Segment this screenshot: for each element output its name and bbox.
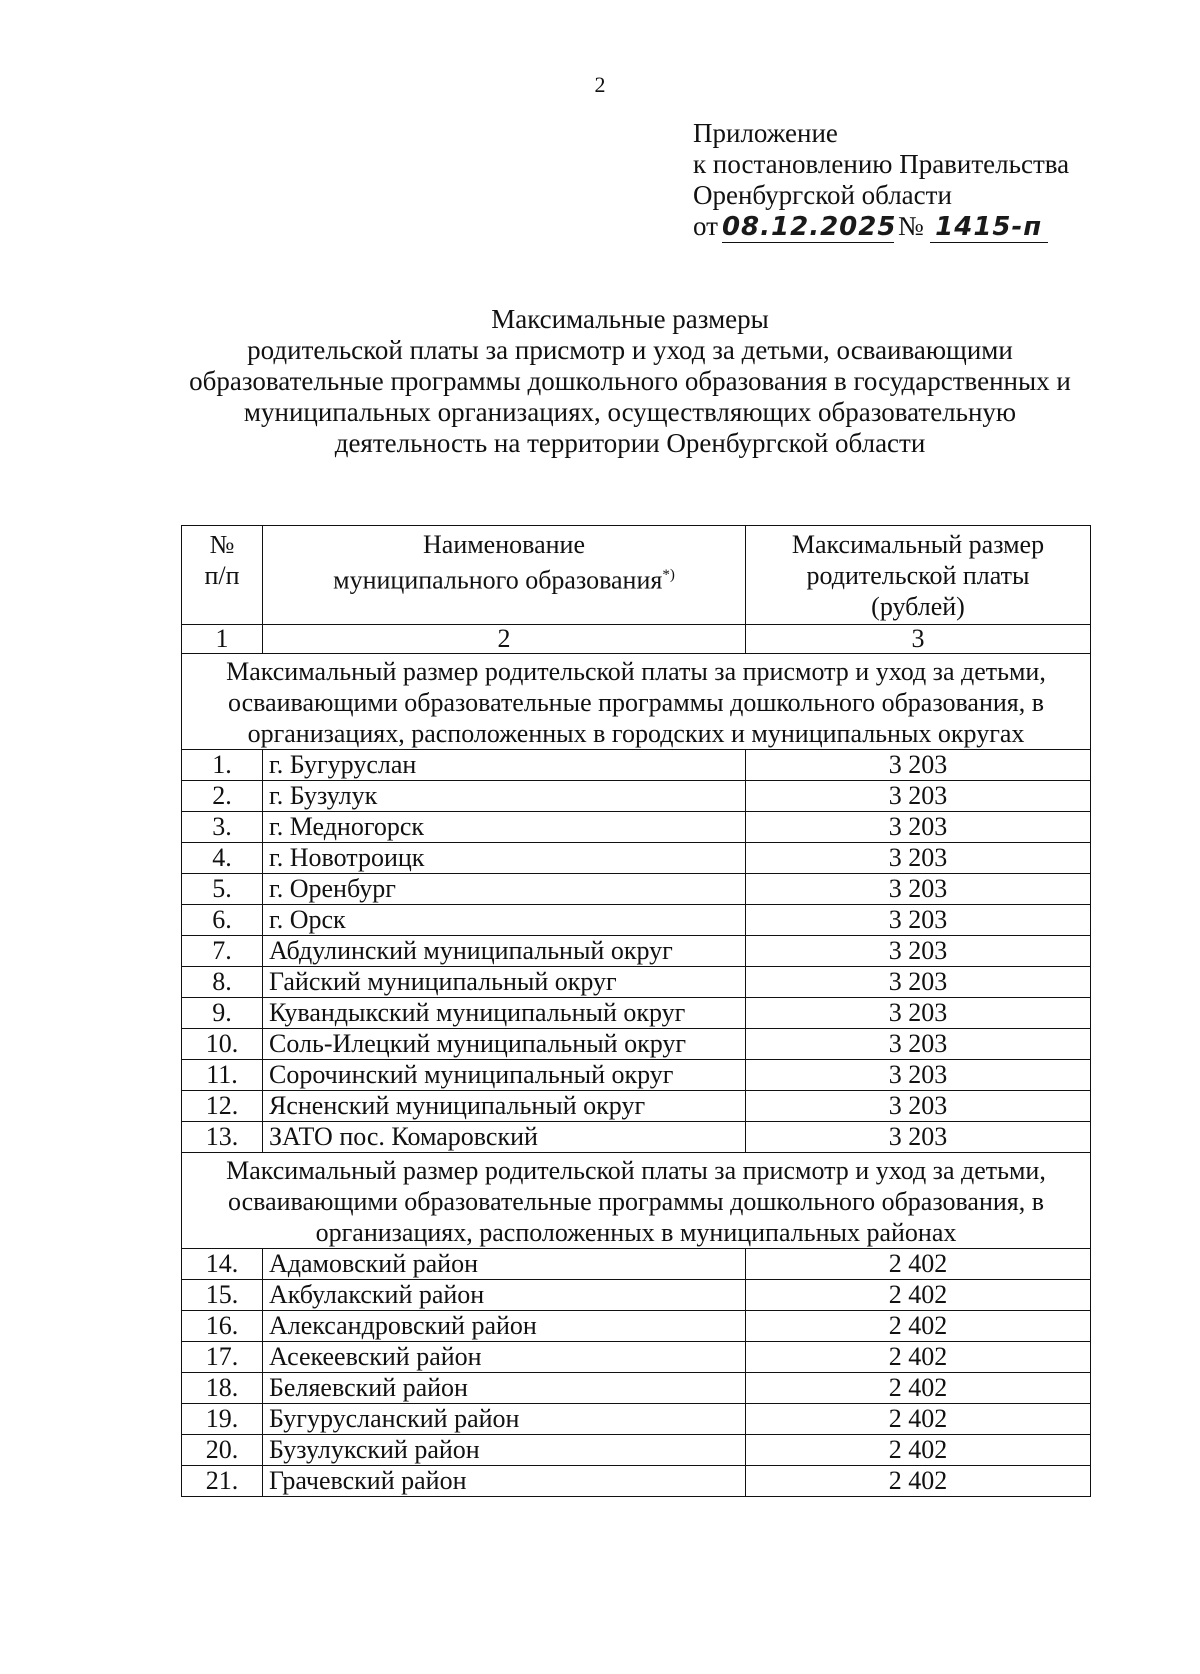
- row-name: г. Бузулук: [263, 781, 746, 812]
- header-value-line: Максимальный размер: [791, 530, 1045, 559]
- rows-districts: [182, 750, 1091, 1153]
- row-name: г. Бугуруслан: [263, 750, 746, 781]
- row-value: 2 402: [746, 1466, 1091, 1497]
- row-number: 11.: [182, 1060, 263, 1091]
- header-number: [182, 526, 263, 625]
- row-value: 3 203: [746, 905, 1091, 936]
- row-name: Сорочинский муниципальный округ: [263, 1060, 746, 1091]
- section-heading-rayons: [182, 1153, 1091, 1249]
- title-line: образовательные программы дошкольного образования в государственных и: [189, 366, 1071, 396]
- row-number: 12.: [182, 1091, 263, 1122]
- row-value: 3 203: [746, 998, 1091, 1029]
- row-value: 3 203: [746, 1029, 1091, 1060]
- table-row: [182, 1466, 1091, 1497]
- title-line: родительской платы за присмотр и уход за детьми, осваивающими: [247, 335, 1013, 365]
- header-number-abbr: п/п: [204, 561, 240, 590]
- header-name: [263, 526, 746, 625]
- row-number: 13.: [182, 1122, 263, 1153]
- row-value: 2 402: [746, 1342, 1091, 1373]
- handwritten-number: 1415-п: [930, 212, 1048, 243]
- row-value: 2 402: [746, 1249, 1091, 1280]
- row-value: 3 203: [746, 843, 1091, 874]
- table-row: [182, 1060, 1091, 1091]
- row-name: ЗАТО пос. Комаровский: [263, 1122, 746, 1153]
- header-name-line: Наименование: [423, 530, 585, 559]
- row-name: Бугурусланский район: [263, 1404, 746, 1435]
- table-row: [182, 781, 1091, 812]
- row-name: г. Медногорск: [263, 812, 746, 843]
- appendix-title: Приложение: [693, 118, 838, 148]
- row-number: 20.: [182, 1435, 263, 1466]
- row-value: 3 203: [746, 1122, 1091, 1153]
- document-title: [150, 304, 1110, 459]
- row-name: Асекеевский район: [263, 1342, 746, 1373]
- row-number: 14.: [182, 1249, 263, 1280]
- row-name: Грачевский район: [263, 1466, 746, 1497]
- table-row: [182, 1249, 1091, 1280]
- column-number: 2: [263, 625, 746, 654]
- table-row: [182, 1029, 1091, 1060]
- row-number: 2.: [182, 781, 263, 812]
- section-heading-line: организациях, расположенных в городских и муниципальных округах: [247, 719, 1025, 748]
- table-row: [182, 1122, 1091, 1153]
- row-value: 3 203: [746, 967, 1091, 998]
- table-header-row: [182, 526, 1091, 625]
- footnote-mark: *): [662, 567, 675, 583]
- section-heading-cell: [182, 1153, 1091, 1249]
- row-name: Беляевский район: [263, 1373, 746, 1404]
- column-number-row: [182, 625, 1091, 654]
- section-heading-line: осваивающими образовательные программы дошкольного образования, в: [227, 688, 1045, 717]
- handwritten-date: 08.12.2025: [721, 212, 897, 242]
- header-number-symbol: №: [209, 530, 235, 559]
- row-value: 3 203: [746, 874, 1091, 905]
- row-name: Кувандыкский муниципальный округ: [263, 998, 746, 1029]
- row-number: 6.: [182, 905, 263, 936]
- table-row: [182, 1311, 1091, 1342]
- row-name: Бузулукский район: [263, 1435, 746, 1466]
- row-name: Ясненский муниципальный округ: [263, 1091, 746, 1122]
- row-number: 10.: [182, 1029, 263, 1060]
- row-value: 2 402: [746, 1280, 1091, 1311]
- header-value: [746, 526, 1091, 625]
- row-name: Александровский район: [263, 1311, 746, 1342]
- row-number: 17.: [182, 1342, 263, 1373]
- appendix-date-number: [693, 211, 1069, 243]
- row-number: 8.: [182, 967, 263, 998]
- section-heading-line: Максимальный размер родительской платы за присмотр и уход за детьми,: [226, 1156, 1046, 1185]
- row-value: 3 203: [746, 936, 1091, 967]
- table-row: [182, 1342, 1091, 1373]
- section-heading-districts: [182, 654, 1091, 750]
- row-value: 3 203: [746, 1091, 1091, 1122]
- table-row: [182, 874, 1091, 905]
- row-name: Соль-Илецкий муниципальный округ: [263, 1029, 746, 1060]
- row-value: 3 203: [746, 812, 1091, 843]
- table-row: [182, 750, 1091, 781]
- appendix-block: [693, 118, 1069, 243]
- table-row: [182, 1280, 1091, 1311]
- header-name-line: [269, 560, 739, 596]
- table-row: [182, 936, 1091, 967]
- row-number: 7.: [182, 936, 263, 967]
- title-line: Максимальные размеры: [491, 304, 769, 334]
- row-number: 9.: [182, 998, 263, 1029]
- row-number: 5.: [182, 874, 263, 905]
- from-label: от: [693, 211, 718, 241]
- appendix-region: Оренбургской области: [693, 180, 952, 210]
- row-number: 3.: [182, 812, 263, 843]
- row-number: 21.: [182, 1466, 263, 1497]
- row-value: 2 402: [746, 1435, 1091, 1466]
- header-value-line: родительской платы: [806, 561, 1030, 590]
- header-value-unit: (рублей): [871, 592, 965, 621]
- table-row: [182, 1404, 1091, 1435]
- row-number: 18.: [182, 1373, 263, 1404]
- row-number: 4.: [182, 843, 263, 874]
- section-heading-line: осваивающими образовательные программы дошкольного образования, в: [227, 1187, 1045, 1216]
- rows-rayons: [182, 1249, 1091, 1497]
- row-number: 16.: [182, 1311, 263, 1342]
- row-name: Гайский муниципальный округ: [263, 967, 746, 998]
- section-heading-line: организациях, расположенных в муниципальных районах: [315, 1218, 957, 1247]
- column-number: 3: [746, 625, 1091, 654]
- page-number: 2: [594, 72, 606, 97]
- row-value: 3 203: [746, 781, 1091, 812]
- header-name-text: муниципального образования: [333, 565, 663, 595]
- table-row: [182, 812, 1091, 843]
- number-label: №: [897, 211, 924, 241]
- row-value: 3 203: [746, 750, 1091, 781]
- row-value: 3 203: [746, 1060, 1091, 1091]
- row-value: 2 402: [746, 1373, 1091, 1404]
- appendix-reference: к постановлению Правительства: [693, 149, 1070, 179]
- row-name: Абдулинский муниципальный округ: [263, 936, 746, 967]
- row-number: 19.: [182, 1404, 263, 1435]
- row-number: 1.: [182, 750, 263, 781]
- table-row: [182, 905, 1091, 936]
- table-row: [182, 1435, 1091, 1466]
- table-row: [182, 1091, 1091, 1122]
- title-line: муниципальных организациях, осуществляющих образовательную: [243, 397, 1017, 427]
- table-row: [182, 967, 1091, 998]
- row-name: г. Оренбург: [263, 874, 746, 905]
- row-name: г. Орск: [263, 905, 746, 936]
- table-row: [182, 1373, 1091, 1404]
- row-name: Адамовский район: [263, 1249, 746, 1280]
- table-row: [182, 843, 1091, 874]
- column-number: 1: [182, 625, 263, 654]
- row-value: 2 402: [746, 1311, 1091, 1342]
- title-line: деятельность на территории Оренбургской области: [334, 428, 926, 458]
- section-heading-line: Максимальный размер родительской платы за присмотр и уход за детьми,: [226, 657, 1046, 686]
- row-name: г. Новотроицк: [263, 843, 746, 874]
- section-heading-cell: [182, 654, 1091, 750]
- row-number: 15.: [182, 1280, 263, 1311]
- rates-table: [181, 525, 1091, 1497]
- row-name: Акбулакский район: [263, 1280, 746, 1311]
- row-value: 2 402: [746, 1404, 1091, 1435]
- table-row: [182, 998, 1091, 1029]
